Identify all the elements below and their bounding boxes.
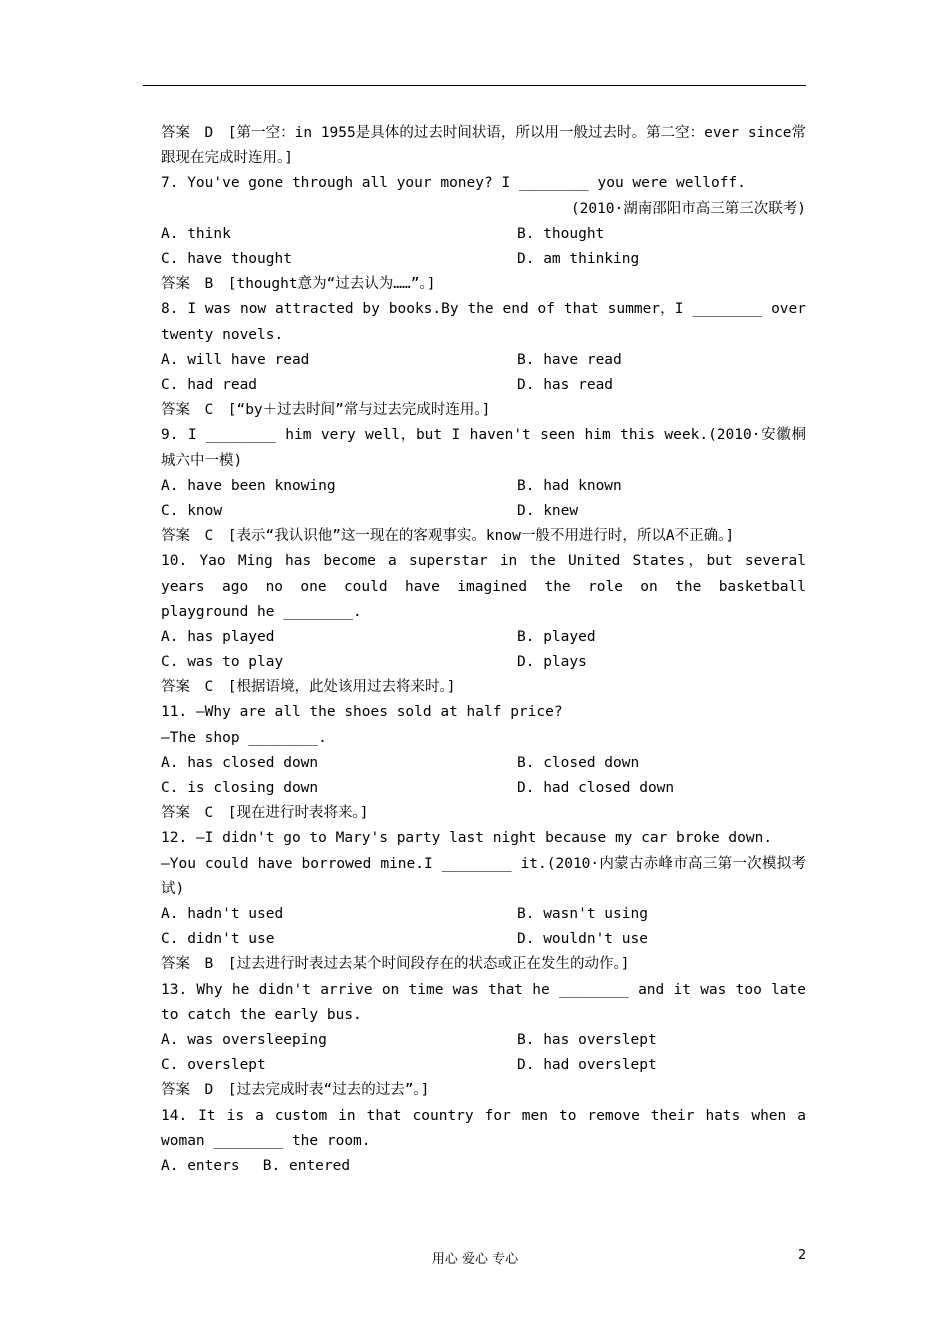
option-left: A. think bbox=[161, 225, 231, 242]
text-line: 答案 C [根据语境，此处该用过去将来时。] bbox=[161, 679, 456, 696]
option-left: C. have thought bbox=[161, 250, 292, 267]
answer-options-row bbox=[161, 222, 806, 247]
source-citation: (2010·湖南邵阳市高三第三次联考) bbox=[570, 200, 806, 217]
header-rule bbox=[143, 85, 806, 86]
answer-options-row bbox=[161, 348, 806, 373]
option-right: D. had overslept bbox=[517, 1057, 657, 1074]
option-right: B. wasn't using bbox=[517, 906, 648, 922]
text-line: 12. —I didn't go to Mary's party last night because my car broke down. bbox=[161, 830, 773, 847]
answer-options-row bbox=[161, 373, 806, 398]
text-line: 9. I ________ him very well，but I haven't seen him this week.(2010·安徽桐城六中一模) bbox=[161, 427, 806, 469]
answer-options-row bbox=[161, 751, 806, 776]
option-left: C. is closing down bbox=[161, 780, 319, 797]
option-right: B. thought bbox=[517, 225, 605, 242]
option-right: B. had known bbox=[517, 477, 622, 494]
option-right: B. have read bbox=[517, 351, 622, 368]
option-left: C. had read bbox=[161, 376, 258, 393]
answer-options-row bbox=[161, 650, 806, 675]
option-left: C. was to play bbox=[161, 654, 284, 671]
footer-slogan: 用心 爱心 专心 bbox=[431, 1252, 519, 1267]
page-number: 2 bbox=[798, 1248, 807, 1263]
text-line: A. enters B. entered bbox=[161, 1157, 351, 1174]
answer-options-row bbox=[161, 625, 806, 650]
option-left: C. overslept bbox=[161, 1057, 266, 1074]
option-left: C. didn't use bbox=[161, 931, 275, 948]
option-left: A. hadn't used bbox=[161, 906, 284, 922]
text-line: 答案 B [thought意为“过去认为……”。] bbox=[161, 276, 436, 293]
answer-options-row bbox=[161, 1053, 806, 1078]
text-line: 7. You've gone through all your money? I ________ you were welloff. bbox=[161, 175, 746, 192]
option-right: B. has overslept bbox=[517, 1031, 657, 1048]
option-right: D. wouldn't use bbox=[517, 931, 648, 948]
option-right: D. am thinking bbox=[517, 250, 640, 267]
option-right: B. closed down bbox=[517, 754, 640, 771]
answer-options-row bbox=[161, 474, 806, 499]
answer-options-row bbox=[161, 499, 806, 524]
option-right: D. knew bbox=[517, 502, 579, 519]
text-line: 13. Why he didn't arrive on time was that he ________ and it was too late to catch the early bus. bbox=[161, 981, 806, 1023]
text-line: 答案 C [表示“我认识他”这一现在的客观事实。know一般不用进行时，所以A不正确。] bbox=[161, 528, 735, 545]
option-left: A. will have read bbox=[161, 351, 310, 368]
text-line: 8. I was now attracted by books.By the end of that summer，I ________ over twenty novels. bbox=[161, 301, 806, 343]
option-left: C. know bbox=[161, 502, 223, 519]
option-right: D. plays bbox=[517, 654, 587, 671]
answer-options-row bbox=[161, 247, 806, 272]
text-line: 11. —Why are all the shoes sold at half price? bbox=[161, 704, 563, 721]
option-right: D. had closed down bbox=[517, 780, 675, 797]
option-left: A. was oversleeping bbox=[161, 1031, 327, 1048]
answer-options-row bbox=[161, 1028, 806, 1053]
answer-options-row bbox=[161, 902, 806, 927]
text-line: 答案 C [“by＋过去时间”常与过去完成时连用。] bbox=[161, 402, 491, 419]
answer-options-row bbox=[161, 927, 806, 952]
text-line: —The shop ________. bbox=[161, 729, 327, 746]
document-body bbox=[161, 121, 806, 1179]
option-right: D. has read bbox=[517, 376, 614, 393]
text-line: 答案 D [第一空：in 1955是具体的过去时间状语，所以用一般过去时。第二空：ever since常跟现在完成时连用。] bbox=[161, 125, 806, 167]
text-line: 14. It is a custom in that country for men to remove their hats when a woman ________ the room. bbox=[161, 1107, 806, 1149]
text-line: 答案 C [现在进行时表将来。] bbox=[161, 805, 369, 822]
text-line: 10. Yao Ming has become a superstar in the United States，but several years ago no one could have imagined the role on the basketball playground he ________. bbox=[161, 553, 806, 620]
option-left: A. has closed down bbox=[161, 754, 319, 771]
text-line: —You could have borrowed mine.I ________ it.(2010·内蒙古赤峰市高三第一次模拟考试) bbox=[161, 855, 806, 897]
text-line: 答案 D [过去完成时表“过去的过去”。] bbox=[161, 1082, 430, 1099]
option-right: B. played bbox=[517, 628, 596, 645]
text-line: 答案 B [过去进行时表过去某个时间段存在的状态或正在发生的动作。] bbox=[161, 956, 630, 973]
option-left: A. have been knowing bbox=[161, 477, 336, 494]
answer-options-row bbox=[161, 776, 806, 801]
option-left: A. has played bbox=[161, 628, 275, 645]
